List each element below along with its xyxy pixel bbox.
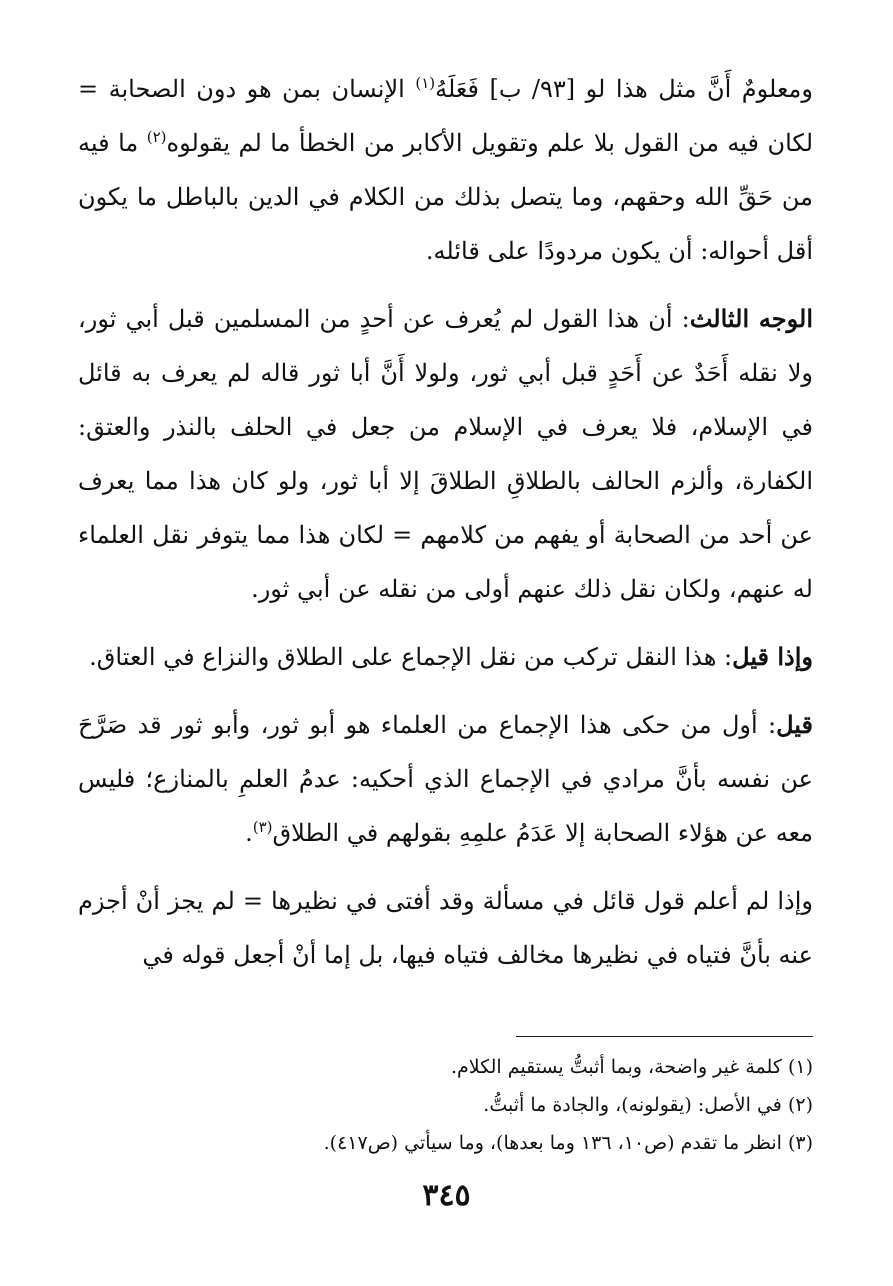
footnote-text: كلمة غير واضحة، وبما أثبتُّ يستقيم الكلام. [450, 1056, 782, 1078]
footnote-marker: (١) [415, 74, 436, 92]
paragraph-lead: الوجه الثالث [689, 304, 813, 333]
text-segment: : أول من حكى هذا الإجماع من العلماء هو أبو ثور، وأبو ثور قد صَرَّحَ عن نفسه بأنَّ مرادي في الإجماع الذي أحكيه: عدمُ العلمِ بالمنازع؛ فليس معه عن هؤلاء الصحابة إلا عَدَمُ علمِهِ بقولهم في الطلاق [78, 711, 813, 847]
footnote-separator [516, 1036, 813, 1037]
footnote-number: (١) [787, 1056, 813, 1078]
text-segment: . [245, 819, 253, 847]
footnote-number: (٣) [787, 1132, 813, 1154]
text-segment: وإذا لم أعلم قول قائل في مسألة وقد أفتى في نظيرها = لم يجز أنْ أجزم عنه بأنَّ فتياه في نظيرها مخالف فتياه فيها، بل إما أنْ أجعل قوله في [78, 887, 813, 969]
main-text [78, 62, 813, 996]
text-segment: ومعلومٌ أَنَّ مثل هذا لو [٩٣/ ب] فَعَلَهُ [435, 75, 813, 103]
footnote [78, 1048, 813, 1086]
page-number: ٣٤٥ [422, 1178, 471, 1213]
paragraph [78, 874, 813, 982]
paragraph-lead: وإذا قيل [732, 642, 813, 671]
text-segment: : أن هذا القول لم يُعرف عن أحدٍ من المسلمين قبل أبي ثور، ولا نقله أَحَدٌ عن أَحَدٍ قبل أبي ثور، ولولا أَنَّ أبا ثور قاله لم يعرف به قائل في الإسلام، فلا يعرف في الإسلام من جعل في الحلف بالنذر والعتق: الكفارة، وألزم الحالف بالطلاقِ الطلاقَ إلا أبا ثور، ولو كان هذا مما يعرف عن أحد من الصحابة أو يفهم من كلامهم = لكان هذا مما يتوفر نقل العلماء له عنهم، ولكان نقل ذلك عنهم أولى من نقله عن أبي ثور. [78, 305, 813, 603]
paragraph-lead: قيل [776, 710, 813, 739]
footnote [78, 1086, 813, 1124]
text-segment: ما فيه من حَقِّ الله وحقهم، وما يتصل بذلك من الكلام في الدين بالباطل ما يكون أقل أحواله: أن يكون مردودًا على قائله. [78, 129, 813, 265]
footnotes [78, 1048, 813, 1162]
paragraph [78, 630, 813, 684]
footnote [78, 1124, 813, 1162]
footnote-marker: (٢) [146, 128, 167, 146]
text-segment: الإنسان بمن هو دون الصحابة = لكان فيه من القول بلا علم وتقويل الأكابر من الخطأ ما لم يقولوه [78, 75, 814, 157]
footnote-number: (٢) [787, 1094, 813, 1116]
footnote-text: انظر ما تقدم (ص١٠، ١٣٦ وما بعدها)، وما سيأتي (ص٤١٧). [323, 1132, 782, 1154]
paragraph [78, 698, 813, 860]
text-segment: : هذا النقل تركب من نقل الإجماع على الطلاق والنزاع في العتاق. [89, 643, 733, 671]
paragraph [78, 62, 813, 278]
footnote-text: في الأصل: (يقولونه)، والجادة ما أثبتُّ. [483, 1094, 782, 1116]
paragraph [78, 292, 813, 616]
footnote-marker: (٣) [252, 818, 273, 836]
